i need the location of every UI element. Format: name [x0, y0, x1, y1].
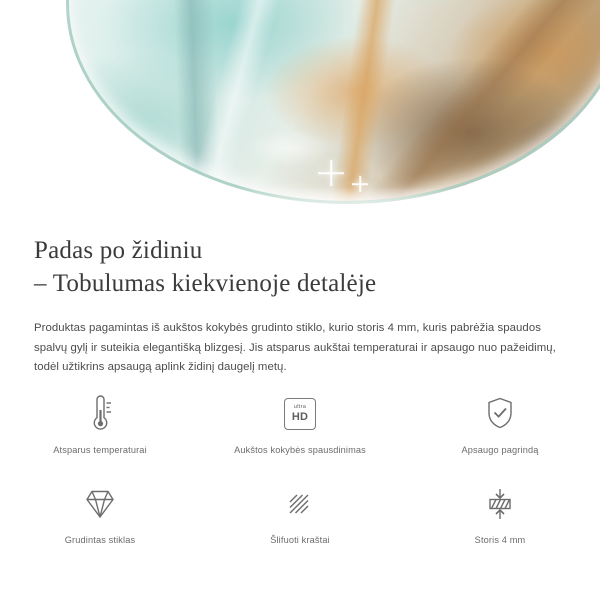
feature-item-polished-edges [200, 482, 400, 558]
thickness-arrows-icon [483, 482, 517, 526]
feature-label: Grudintas stiklas [64, 535, 136, 545]
diamond-icon [82, 482, 118, 526]
headline-line-1: Padas po židiniu [34, 237, 203, 264]
feature-grid [0, 392, 600, 558]
ultra-hd-badge-icon [284, 392, 316, 436]
badge-ultra-text: ultra [293, 404, 307, 411]
feature-label: Atsparus temperaturai [53, 445, 147, 455]
polished-edges-icon [283, 482, 317, 526]
text-content [0, 213, 600, 378]
headline-line-2: – Tobulumas kiekvienoje detalėje [34, 270, 377, 297]
hero-image [0, 0, 600, 213]
feature-label: Storis 4 mm [474, 535, 526, 545]
feature-label: Aukštos kokybės spausdinimas [234, 445, 366, 455]
feature-item-temperature [0, 392, 200, 468]
badge-hd-text: HD [291, 410, 309, 423]
page-title [0, 213, 600, 300]
shield-check-icon [483, 392, 517, 436]
glass-disc-image [66, 0, 600, 204]
body-paragraph: Produktas pagamintas iš aukštos kokybės grudinto stiklo, kurio storis 4 mm, kuris pabrėžia spaudos spalvų gylį ir suteikia elegantišką blizgesį. Jis atsparus aukštai temperaturai ir apsaugo nuo pažeidimų, todėl užtikrins apsaugą aplink židinį daugelį metų. [34, 322, 556, 373]
feature-label: Apsaugo pagrindą [461, 445, 539, 455]
feature-label: Šlifuoti kraštai [270, 535, 330, 545]
thermometer-icon [83, 392, 117, 436]
feature-item-thickness [400, 482, 600, 558]
hero-bottom-fade [0, 187, 600, 213]
hero-left-fade [0, 0, 70, 213]
feature-item-surface-protection [400, 392, 600, 468]
feature-item-tempered-glass [0, 482, 200, 558]
feature-item-print-quality [200, 392, 400, 468]
